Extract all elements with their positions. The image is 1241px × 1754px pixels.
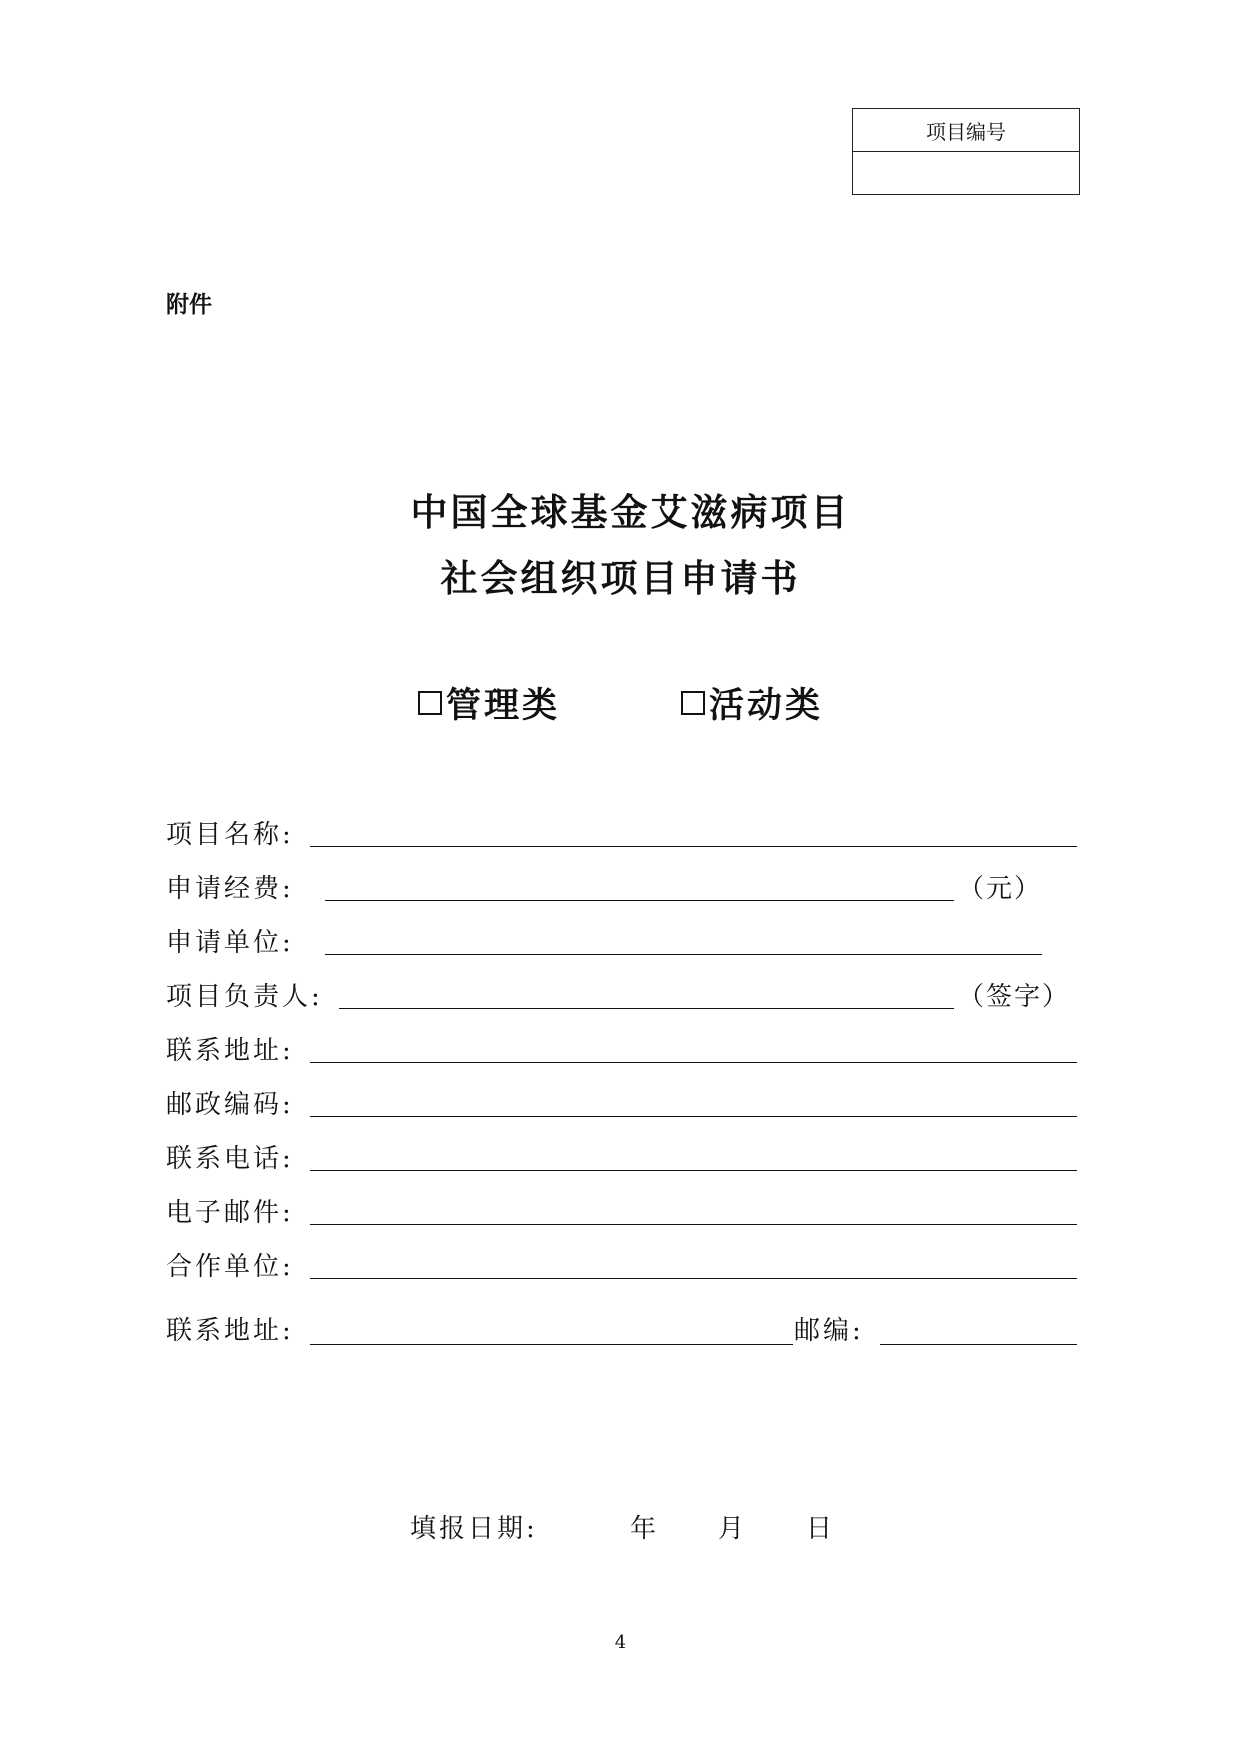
partner-address-label: 联系地址: (166, 1316, 294, 1346)
document-title-line2: 社会组织项目申请书 (440, 557, 801, 600)
fill-date-label: 填报日期: (410, 1514, 538, 1544)
applicant-unit-label: 申请单位: (166, 928, 294, 958)
partner-postcode-field[interactable] (880, 1344, 1077, 1345)
project-leader-field[interactable] (339, 1008, 954, 1009)
funding-unit: （元） (958, 874, 1043, 904)
category-management-label: 管理类 (446, 686, 561, 726)
funding-label: 申请经费: (166, 874, 294, 904)
applicant-unit-field[interactable] (325, 954, 1042, 955)
category-activity-label: 活动类 (709, 686, 824, 726)
funding-field[interactable] (325, 900, 954, 901)
contact-address-label: 联系地址: (166, 1036, 294, 1066)
document-title-line1: 中国全球基金艾滋病项目 (410, 491, 851, 534)
attachment-label: 附件 (166, 292, 212, 318)
project-number-label: 项目编号 (853, 109, 1079, 152)
category-management[interactable] (418, 678, 560, 728)
contact-address-field[interactable] (310, 1062, 1077, 1063)
project-number-box (852, 108, 1080, 195)
phone-label: 联系电话: (166, 1144, 294, 1174)
project-number-field[interactable] (853, 152, 1079, 194)
fill-date-day: 日 (806, 1514, 836, 1544)
signature-note: （签字） (958, 982, 1071, 1012)
management-checkbox-icon[interactable] (418, 691, 442, 715)
phone-field[interactable] (310, 1170, 1077, 1171)
activity-checkbox-icon[interactable] (681, 691, 705, 715)
postal-code-label: 邮政编码: (166, 1090, 294, 1120)
category-activity[interactable] (681, 678, 823, 728)
partner-unit-field[interactable] (310, 1278, 1077, 1279)
partner-address-field[interactable] (310, 1344, 793, 1345)
partner-postcode-label: 邮编: (794, 1316, 864, 1346)
page-number: 4 (614, 1632, 627, 1653)
fill-date-month: 月 (718, 1514, 748, 1544)
project-name-label: 项目名称: (166, 820, 294, 850)
postal-code-field[interactable] (310, 1116, 1077, 1117)
fill-date-year: 年 (630, 1514, 660, 1544)
email-field[interactable] (310, 1224, 1077, 1225)
partner-unit-label: 合作单位: (166, 1252, 294, 1282)
project-name-field[interactable] (310, 846, 1077, 847)
project-leader-label: 项目负责人: (166, 982, 323, 1012)
email-label: 电子邮件: (166, 1198, 294, 1228)
